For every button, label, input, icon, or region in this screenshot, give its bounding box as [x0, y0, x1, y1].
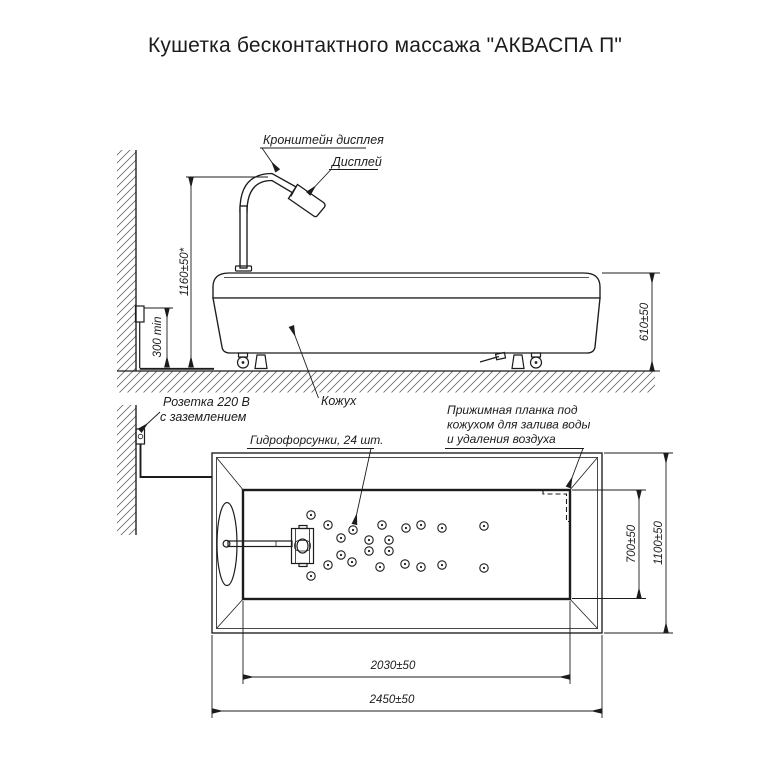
wall-section-side [117, 150, 136, 371]
hydro-nozzle-center [340, 554, 342, 556]
couch-cover-panel [213, 298, 600, 353]
power-cable [141, 444, 215, 477]
leader-line [262, 148, 278, 171]
drawing-title: Кушетка бесконтактного массажа "АКВАСПА П" [147, 34, 623, 57]
hydro-nozzle-center [352, 529, 354, 531]
hydro-nozzle-center [441, 527, 443, 529]
hydro-nozzle-center [483, 567, 485, 569]
hydro-nozzle-center [310, 575, 312, 577]
label-text-line1: Розетка 220 В [163, 395, 250, 409]
hydro-nozzle-center [420, 566, 422, 568]
undercarriage [238, 353, 542, 369]
label-text: Дисплей [332, 155, 382, 169]
dim-text: 610±50 [639, 302, 651, 342]
dim-outer-length [212, 635, 602, 718]
hydro-nozzle-center [381, 524, 383, 526]
socket-contact [138, 434, 143, 439]
lever-handle [496, 353, 506, 360]
support-foot-right [512, 355, 524, 369]
wall-hatch [117, 405, 136, 535]
label-text: Гидрофорсунки, 24 шт. [250, 433, 384, 447]
dim-text: 1100±50 [653, 521, 665, 565]
label-text-line3: и удаления воздуха [447, 432, 556, 446]
couch-lid [213, 273, 600, 298]
display-arm [236, 174, 326, 272]
caster-axle-left [242, 361, 245, 364]
label-display [309, 155, 382, 194]
hydro-nozzle-center [441, 564, 443, 566]
label-text-line2: с заземлением [160, 410, 247, 424]
socket-box [136, 306, 145, 322]
hydro-nozzle-center [405, 527, 407, 529]
label-text-line1: Прижимная планка под [447, 403, 578, 417]
hydro-nozzle-center [388, 539, 390, 541]
leader-line [140, 412, 160, 431]
hydro-nozzle-center [388, 550, 390, 552]
hydro-nozzle-center [327, 524, 329, 526]
wall-section-plan [117, 405, 136, 535]
hydro-nozzle-center [327, 564, 329, 566]
dim-outer-width [604, 453, 673, 633]
wall-hatch [117, 150, 136, 371]
hydro-nozzle-center [404, 563, 406, 565]
label-text: Кожух [321, 394, 357, 408]
hydro-nozzle-center [379, 566, 381, 568]
tub-plan [212, 453, 602, 633]
socket-box [136, 429, 145, 444]
side-view [117, 133, 660, 431]
hydro-nozzle-center [368, 550, 370, 552]
dim-couch-height [602, 273, 660, 371]
arm-curve [240, 174, 298, 213]
label-socket [140, 395, 250, 431]
dim-text: 300 min [152, 316, 164, 358]
floor-hatch [117, 372, 655, 393]
display-head [289, 185, 326, 217]
dim-text: 2030±50 [370, 660, 416, 672]
hydro-nozzle-center [483, 525, 485, 527]
hydro-nozzle-center [310, 514, 312, 516]
dim-socket-height [144, 308, 173, 367]
label-text: Кронштейн дисплея [263, 133, 384, 147]
hydro-nozzle-center [340, 537, 342, 539]
power-socket-plan [136, 429, 214, 477]
leader-line [309, 170, 332, 194]
hydro-nozzle-center [368, 539, 370, 541]
couch-body [213, 273, 600, 353]
hydro-nozzle-center [420, 524, 422, 526]
floor-section [117, 371, 655, 393]
label-text-line2: кожухом для залива воды [447, 417, 591, 432]
arm-pole [240, 206, 247, 268]
dim-text: 1160±50* [179, 247, 191, 297]
dim-text: 2450±50 [369, 694, 415, 706]
support-foot-left [255, 355, 267, 369]
power-socket-side [136, 306, 215, 369]
caster-axle-right [535, 361, 538, 364]
dim-text: 700±50 [626, 524, 638, 564]
hydro-nozzle-center [351, 561, 353, 563]
plan-view [117, 403, 673, 718]
